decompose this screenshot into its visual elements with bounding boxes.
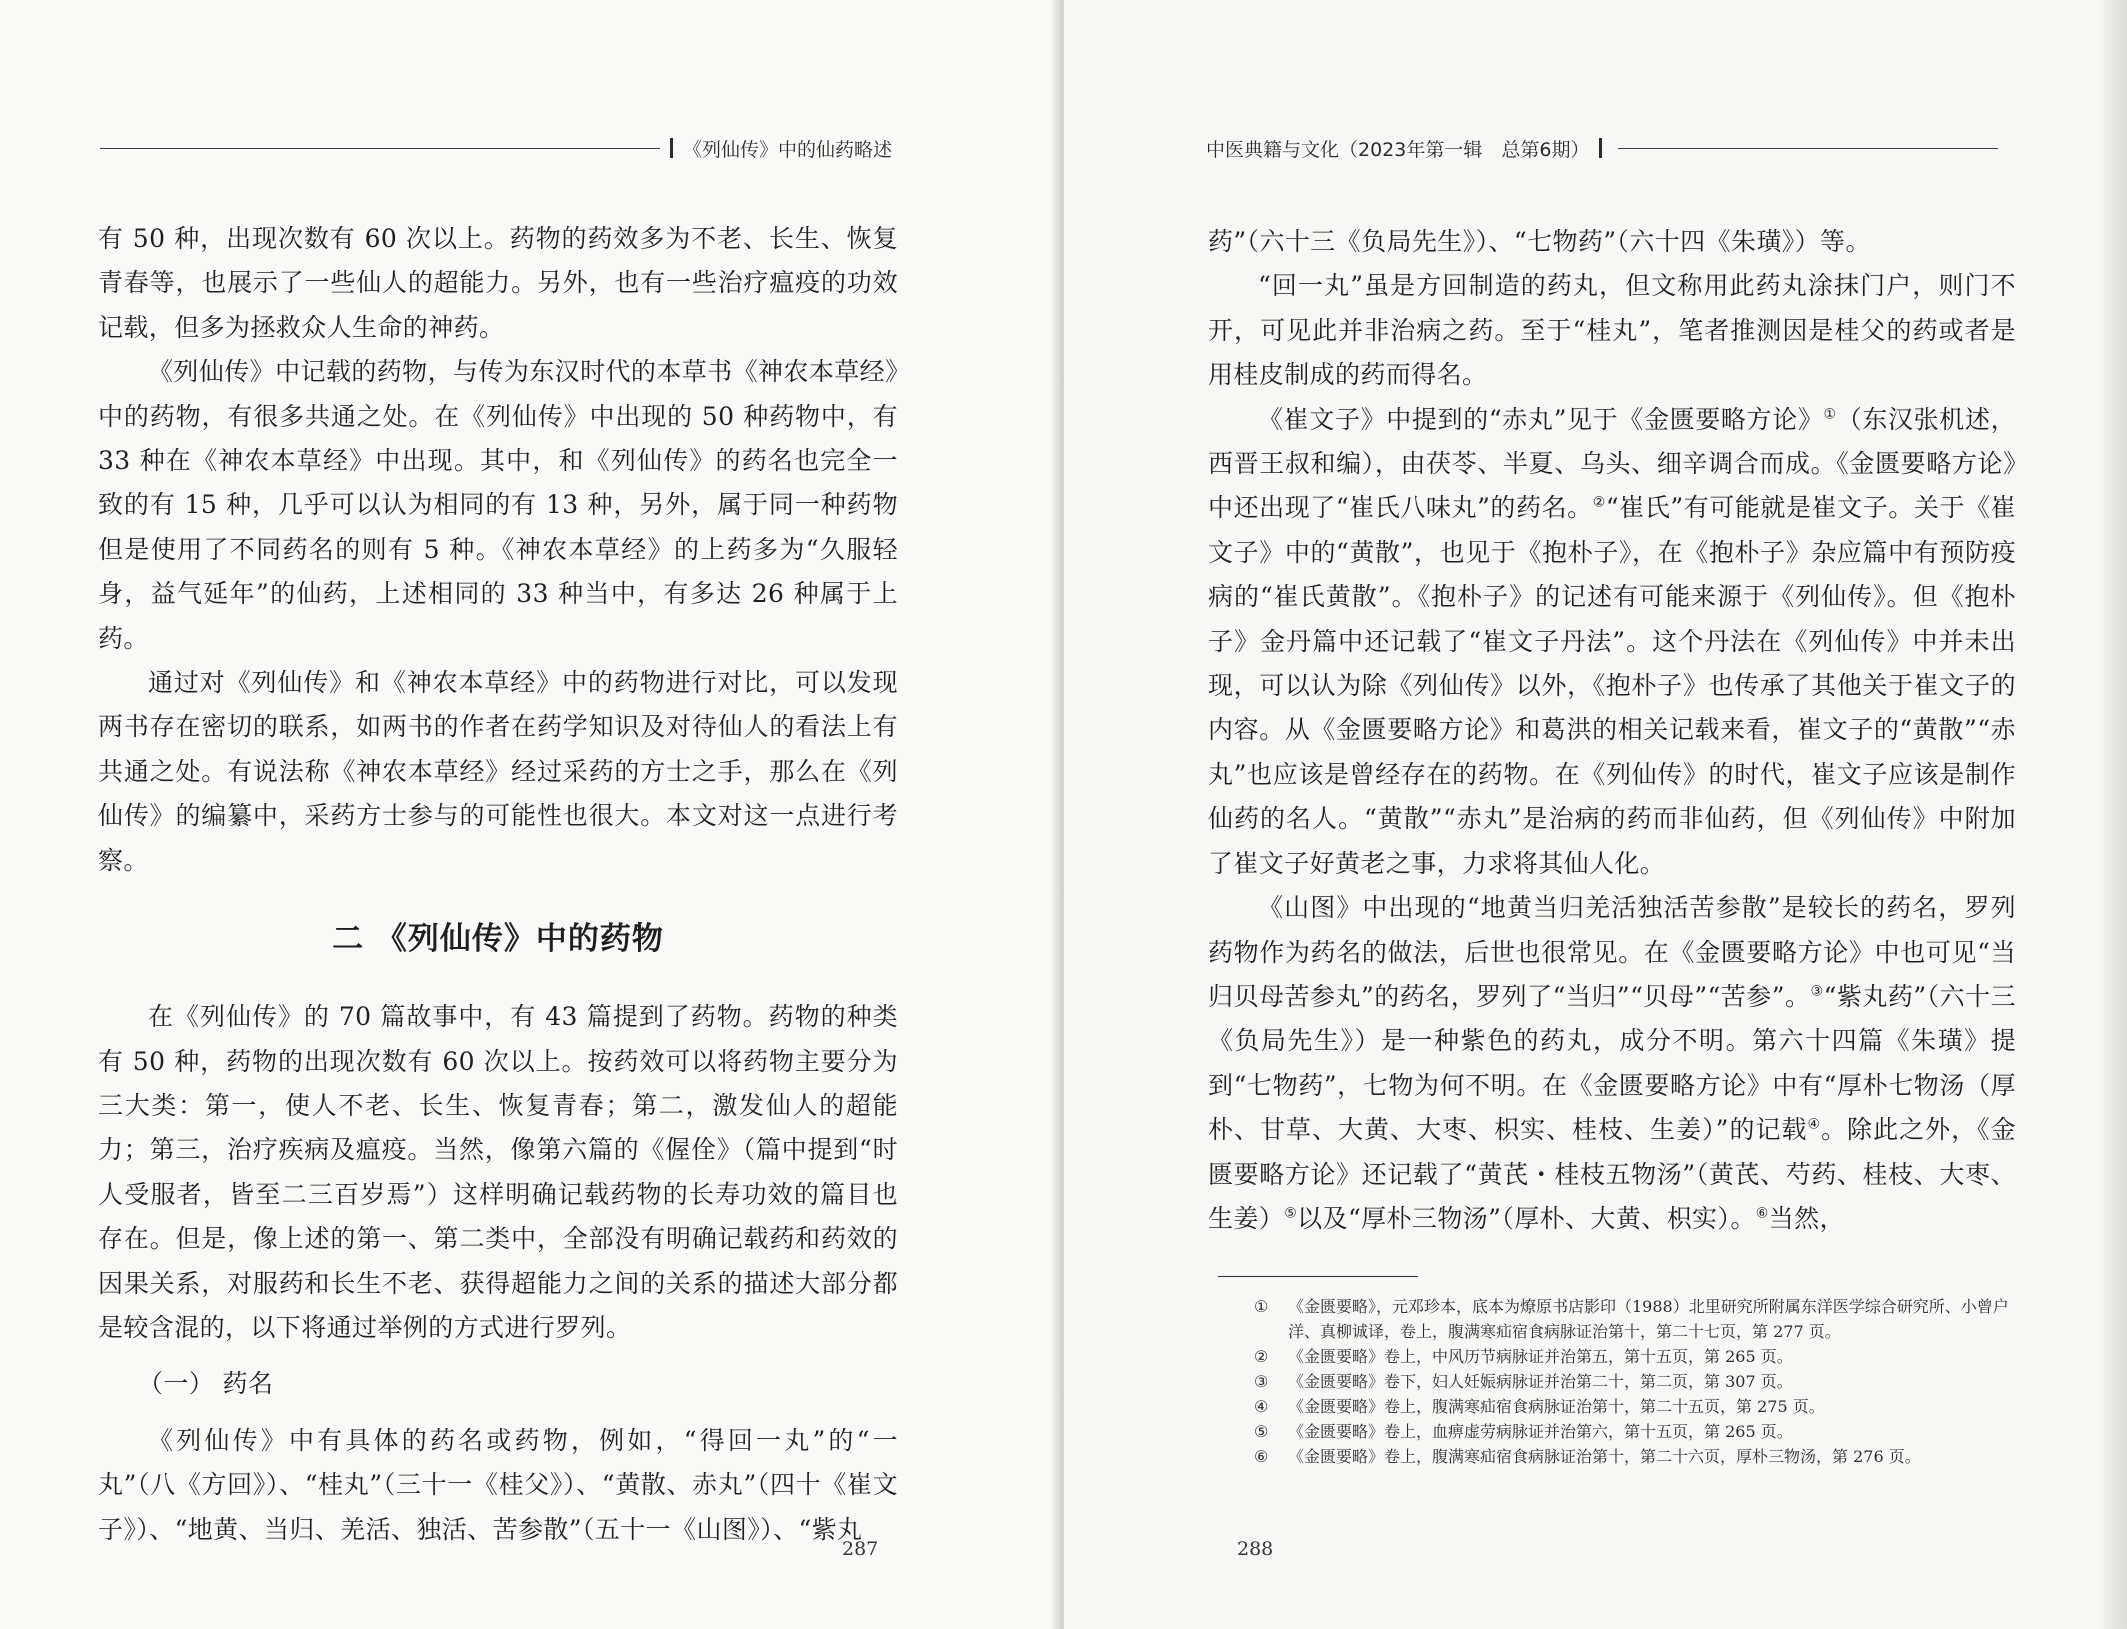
right-header-title: 中医典籍与文化（2023年第一辑 总第6期） xyxy=(1206,138,1590,161)
text-run: 《山图》中出现的“地黄当归羌活独活苦参散”是较长的药名，罗列药物作为药名的做法，后世也很常见。在《金匮要略方论》中也可见“当归贝母苦参丸”的药名，罗列了“当归”“贝母”“苦参”。 xyxy=(1208,893,2016,1011)
footnote-number: ① xyxy=(1254,1297,1269,1316)
text-run: （东汉张机述，西晋王叔和编），由茯苓、半夏、乌头、细辛调合而成。《金匮要略方论》中还出现了“崔氏八味丸”的药名。 xyxy=(1208,404,2016,523)
section-title: 二 《列仙传》中的药物 xyxy=(332,921,664,958)
footnote xyxy=(1254,1444,2034,1469)
header-bar xyxy=(1599,138,1602,158)
paragraph: 通过对《列仙传》和《神农本草经》中的药物进行对比，可以发现两书存在密切的联系，如两书的作者在药学知识及对待仙人的看法上有共通之处。有说法称《神农本草经》经过采药的方士之手，那么在《列仙传》的编纂中，采药方士参与的可能性也很大。本文对这一点进行考察。 xyxy=(98,668,898,875)
subsection-title: （一） 药名 xyxy=(138,1369,274,1399)
text-run: 以及“厚朴三物汤”（厚朴、大黄、枳实）。 xyxy=(1297,1203,1756,1233)
footnote-number: ⑥ xyxy=(1254,1447,1269,1466)
footnote-ref: ⑤ xyxy=(1284,1205,1298,1222)
paragraph: 有 50 种，出现次数有 60 次以上。药物的药效多为不老、长生、恢复青春等，也展示了一些仙人的超能力。另外，也有一些治疗瘟疫的功效记载，但多为拯救众人生命的神药。 xyxy=(98,224,898,342)
footnotes xyxy=(1254,1294,2034,1469)
text-run: 当然， xyxy=(1768,1203,1845,1233)
footnote-number: ③ xyxy=(1254,1372,1269,1391)
right-body xyxy=(1208,220,2016,1241)
footnote-ref: ② xyxy=(1592,495,1606,512)
text-run: “崔氏”有可能就是崔文子。关于《崔文子》中的“黄散”，也见于《抱朴子》，在《抱朴子》杂应篇中有预防疫病的“崔氏黄散”。《抱朴子》的记述有可能来源于《列仙传》。但《抱朴子》金丹篇中还记载了“崔文子丹法”。这个丹法在《列仙传》中并未出现，可以认为除《列仙传》以外，《抱朴子》也传承了其他关于崔文子的内容。从《金匮要略方论》和葛洪的相关记载来看，崔文子的“黄散”“赤丸”也应该是曾经存在的药物。在《列仙传》的时代，崔文子应该是制作仙药的名人。“黄散”“赤丸”是治病的药而非仙药，但《列仙传》中附加了崔文子好黄老之事，力求将其仙人化。 xyxy=(1208,493,2016,878)
footnote-ref: ⑥ xyxy=(1755,1205,1769,1222)
footnote-text: 《金匮要略》卷上，腹满寒疝宿食病脉证治第十，第二十六页，厚朴三物汤，第 276 页。 xyxy=(1288,1447,1921,1466)
footnote xyxy=(1254,1419,2034,1444)
right-running-header xyxy=(1206,130,2016,166)
footnote-ref: ③ xyxy=(1810,983,1824,1000)
text-run: “紫丸药”（六十三《负局先生》）是一种紫色的药丸，成分不明。第六十四篇《朱璜》提到“七物药”，七物为何不明。在《金匮要略方论》中有“厚朴七物汤（厚朴、甘草、大黄、大枣、枳实、桂枝、生姜）”的记载 xyxy=(1208,981,2016,1145)
left-page-number: 287 xyxy=(842,1538,879,1560)
footnote xyxy=(1254,1369,2034,1394)
header-rule xyxy=(1618,148,1998,149)
paragraph: 《列仙传》中记载的药物，与传为东汉时代的本草书《神农本草经》中的药物，有很多共通之处。在《列仙传》中出现的 50 种药物中，有 33 种在《神农本草经》中出现。其中，和《列仙传》的药名也完全一致的有 15 种，几乎可以认为相同的有 13 种，另外，属于同一种药物但是使用了不同药名的则有 5 种。《神农本草经》的上药多为“久服轻身，益气延年”的仙药，上述相同的 33 种当中，有多达 26 种属于上药。 xyxy=(98,357,898,653)
footnote xyxy=(1254,1294,2034,1344)
paragraph xyxy=(1208,398,2016,886)
footnote-text: 《金匮要略》卷上，血痹虚劳病脉证并治第六，第十五页，第 265 页。 xyxy=(1288,1422,1793,1441)
footnote-number: ② xyxy=(1254,1347,1269,1366)
paragraph: 《列仙传》中有具体的药名或药物，例如，“得回一丸”的“一丸”（八《方回》）、“桂丸”（三十一《桂父》）、“黄散、赤丸”（四十《崔文子》）、“地黄、当归、羌活、独活、苦参散”（五十一《山图》）、“紫丸 xyxy=(98,1425,898,1544)
footnote-number: ⑤ xyxy=(1254,1422,1269,1441)
footnote-text: 《金匮要略》卷上，腹满寒疝宿食病脉证治第十，第二十五页，第 275 页。 xyxy=(1288,1397,1825,1416)
paragraph: 药”（六十三《负局先生》）、“七物药”（六十四《朱璜》）等。 xyxy=(1208,227,1871,256)
footnote xyxy=(1254,1394,2034,1419)
footnote xyxy=(1254,1344,2034,1369)
footnote-ref: ④ xyxy=(1807,1116,1822,1133)
paragraph: “回一丸”虽是方回制造的药丸，但文称用此药丸涂抹门户，则门不开，可见此并非治病之药。至于“桂丸”，笔者推测因是桂父的药或者是用桂皮制成的药而得名。 xyxy=(1208,271,2016,390)
text-run: 。除此之外，《金匮要略方论》还记载了“黄芪・桂枝五物汤”（黄芪、芍药、桂枝、大枣、生姜） xyxy=(1208,1115,2017,1233)
footnote-ref: ① xyxy=(1823,406,1837,423)
left-body xyxy=(98,217,898,1552)
paragraph: 在《列仙传》的 70 篇故事中，有 43 篇提到了药物。药物的种类有 50 种，药物的出现次数有 60 次以上。按药效可以将药物主要分为三大类：第一，使人不老、长生、恢复青春；第二，激发仙人的超能力；第三，治疗疾病及瘟疫。当然，像第六篇的《偓佺》（篇中提到“时人受服者，皆至二三百岁焉”）这样明确记载药物的长寿功效的篇目也存在。但是，像上述的第一、第二类中，全部没有明确记载药和药效的因果关系，对服药和长生不老、获得超能力之间的关系的描述大部分都是较含混的，以下将通过举例的方式进行罗列。 xyxy=(98,1002,898,1342)
left-running-header xyxy=(100,130,900,166)
scan-right-edge xyxy=(2097,0,2127,1629)
footnote-text: 《金匮要略》卷下，妇人妊娠病脉证并治第二十，第二页，第 307 页。 xyxy=(1288,1372,1793,1391)
paragraph xyxy=(1208,886,2016,1241)
header-bar xyxy=(670,138,673,158)
footnote-number: ④ xyxy=(1254,1397,1269,1416)
footnote-text: 《金匮要略》，元邓珍本，底本为燎原书店影印（1988）北里研究所附属东洋医学综合研究所、小曾户洋、真柳诚译，卷上，腹满寒疝宿食病脉证治第十，第二十七页，第 277 页。 xyxy=(1288,1297,2009,1341)
footnote-text: 《金匮要略》卷上，中风历节病脉证并治第五，第十五页，第 265 页。 xyxy=(1288,1347,1793,1366)
right-page-number: 288 xyxy=(1237,1538,1274,1560)
header-rule xyxy=(100,148,660,149)
footnote-rule xyxy=(1218,1276,1418,1277)
text-run: 《崔文子》中提到的“赤丸”见于《金匮要略方论》 xyxy=(1258,404,1824,434)
left-header-title: 《列仙传》中的仙药略述 xyxy=(683,138,893,161)
